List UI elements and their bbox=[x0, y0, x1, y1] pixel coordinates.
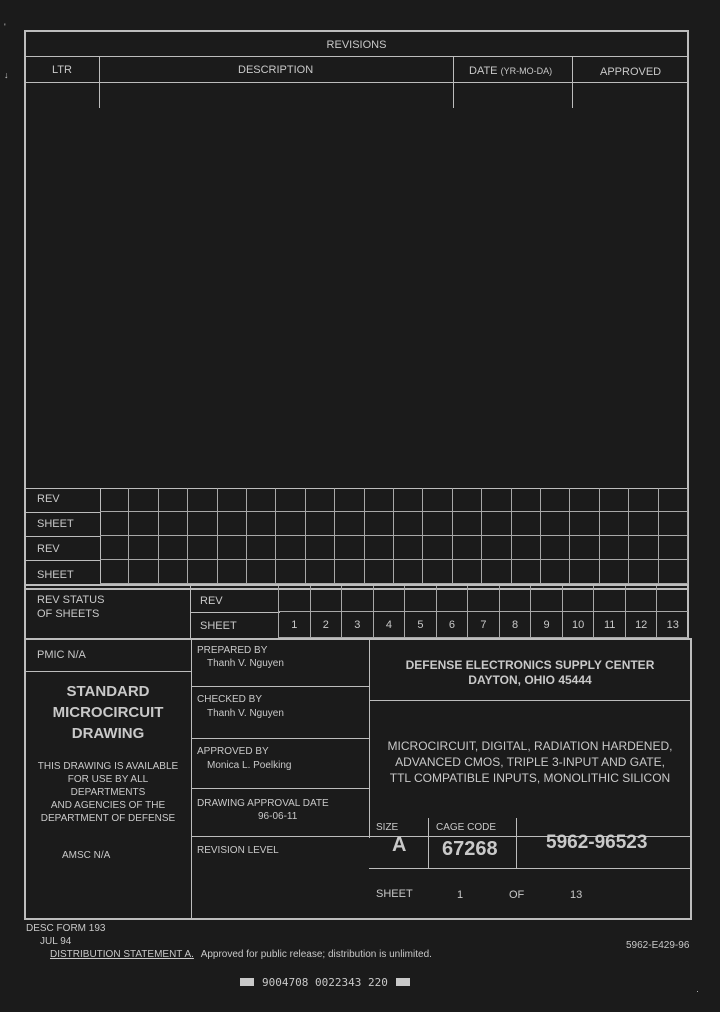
rev-grid-cell bbox=[306, 560, 335, 584]
rev-grid-cell bbox=[570, 536, 599, 560]
rev-grid-cell bbox=[512, 488, 541, 512]
rev-grid-cell bbox=[100, 488, 129, 512]
rev-grid-cell bbox=[482, 488, 511, 512]
rev-grid-cell bbox=[100, 536, 129, 560]
rev-grid-cell bbox=[218, 560, 247, 584]
smd-title: STANDARD MICROCIRCUIT DRAWING bbox=[52, 683, 164, 742]
rev-grid-cell bbox=[218, 512, 247, 536]
rev-status-grid bbox=[278, 586, 688, 638]
approval-date-label: DRAWING APPROVAL DATE bbox=[197, 798, 329, 809]
checked-by-name: Thanh V. Nguyen bbox=[207, 708, 284, 719]
rev-grid-cell bbox=[394, 488, 423, 512]
cage-code-label: CAGE CODE bbox=[436, 822, 497, 833]
rev-grid-cell bbox=[453, 536, 482, 560]
rev-grid-cell bbox=[570, 512, 599, 536]
margin-mark: ↓ bbox=[4, 70, 9, 80]
prepared-by-name: Thanh V. Nguyen bbox=[207, 658, 284, 669]
rev-grid-cell bbox=[512, 560, 541, 584]
rev-grid-cell bbox=[600, 488, 629, 512]
rev-grid-cell bbox=[659, 536, 688, 560]
rev-grid-cell bbox=[159, 536, 188, 560]
rev-grid-cell bbox=[453, 560, 482, 584]
mark-bar bbox=[396, 978, 410, 986]
rev-grid-cell bbox=[247, 512, 276, 536]
rev-grid-cell bbox=[600, 560, 629, 584]
sheet-total: 13 bbox=[570, 889, 583, 901]
rev-grid-cell bbox=[512, 536, 541, 560]
barcode-block bbox=[240, 974, 410, 990]
margin-mark: · bbox=[696, 986, 699, 996]
rev-status-sheet-cell: 3 bbox=[341, 612, 373, 638]
pmic-label: PMIC N/A bbox=[37, 649, 86, 661]
rev-grid-cell bbox=[188, 560, 217, 584]
rev-grid-cell bbox=[306, 488, 335, 512]
sheet-row-label: SHEET bbox=[37, 518, 74, 530]
rev-grid-cell bbox=[570, 488, 599, 512]
rev-status-sheet-cell: 4 bbox=[373, 612, 405, 638]
size-value: A bbox=[392, 834, 407, 856]
rev-status-rev-cell bbox=[341, 586, 373, 612]
rev-grid-cell bbox=[335, 536, 364, 560]
rev-grid-cell bbox=[394, 560, 423, 584]
rev-grid-cell bbox=[541, 560, 570, 584]
document-reference: 5962-E429-96 bbox=[626, 940, 690, 951]
sheet-row-label: SHEET bbox=[37, 569, 74, 581]
form-number: DESC FORM 193 bbox=[26, 923, 106, 934]
rev-grid-cell bbox=[100, 512, 129, 536]
drawing-description: MICROCIRCUIT, DIGITAL, RADIATION HARDENED, ADVANCED CMOS, TRIPLE 3-INPUT AND GATE, TTL COMPATIBLE INPUTS, MONOLITHIC SILICON bbox=[387, 739, 673, 785]
rev-status-sheet-cell: 2 bbox=[310, 612, 342, 638]
rev-grid-cell bbox=[423, 536, 452, 560]
mark-bar bbox=[240, 978, 254, 986]
rev-grid-cell bbox=[188, 536, 217, 560]
rev-row-label: REV bbox=[37, 543, 60, 555]
rev-grid-cell bbox=[423, 512, 452, 536]
rev-grid-cell bbox=[365, 512, 394, 536]
rev-grid-cell bbox=[129, 512, 158, 536]
rev-grid-cell bbox=[423, 560, 452, 584]
rev-status-sheet-cell: 6 bbox=[436, 612, 468, 638]
rev-status-rev: REV bbox=[200, 595, 223, 607]
rev-grid-cell bbox=[159, 560, 188, 584]
sheet-of-label: OF bbox=[509, 889, 525, 901]
amsc-label: AMSC N/A bbox=[62, 850, 111, 861]
col-description: DESCRIPTION bbox=[238, 64, 314, 76]
size-label: SIZE bbox=[376, 822, 399, 833]
barcode-text: 9004708 0022343 220 bbox=[262, 975, 388, 989]
rev-grid-cell bbox=[218, 488, 247, 512]
rev-grid-cell bbox=[629, 512, 658, 536]
col-ltr: LTR bbox=[52, 64, 72, 76]
rev-grid-cell bbox=[129, 560, 158, 584]
rev-grid-cell bbox=[482, 512, 511, 536]
rev-grid-cell bbox=[129, 488, 158, 512]
rev-status-rev-cell bbox=[373, 586, 405, 612]
rev-grid-cell bbox=[629, 560, 658, 584]
form-date: JUL 94 bbox=[40, 936, 72, 947]
rev-grid-cell bbox=[365, 488, 394, 512]
rev-grid-cell bbox=[247, 536, 276, 560]
distribution-statement: DISTRIBUTION STATEMENT A. Approved for public release; distribution is unlimited. bbox=[50, 949, 432, 960]
rev-grid-cell bbox=[659, 488, 688, 512]
rev-status-label: OF SHEETS bbox=[37, 608, 100, 620]
availability-text: THIS DRAWING IS AVAILABLE FOR USE BY ALL DEPARTMENTS AND AGENCIES OF THE DEPARTMENT OF DEFENSE bbox=[37, 761, 179, 824]
rev-status-rev-cell bbox=[310, 586, 342, 612]
rev-status-sheet-cell: 8 bbox=[499, 612, 531, 638]
drawing-number: 5962-96523 bbox=[546, 832, 648, 853]
rev-grid-cell bbox=[335, 560, 364, 584]
rev-status-rev-cell bbox=[404, 586, 436, 612]
rev-grid-cell bbox=[159, 488, 188, 512]
rev-grid-cell bbox=[512, 512, 541, 536]
rev-grid-cell bbox=[335, 512, 364, 536]
col-approved: APPROVED bbox=[600, 66, 662, 78]
rev-grid-cell bbox=[188, 488, 217, 512]
rev-grid-cell bbox=[600, 536, 629, 560]
rev-grid-cell bbox=[600, 512, 629, 536]
checked-by-label: CHECKED BY bbox=[197, 694, 263, 705]
rev-row-label: REV bbox=[37, 493, 60, 505]
rev-grid-cell bbox=[306, 512, 335, 536]
rev-grid-cell bbox=[453, 512, 482, 536]
rev-grid-cell bbox=[218, 536, 247, 560]
rev-status-sheet-cell: 10 bbox=[562, 612, 594, 638]
col-date: DATE (YR-MO-DA) bbox=[469, 65, 553, 77]
rev-grid-cell bbox=[541, 536, 570, 560]
rev-status-rev-cell bbox=[562, 586, 594, 612]
rev-sheet-grid bbox=[100, 488, 688, 584]
approved-by-label: APPROVED BY bbox=[197, 746, 269, 757]
sheet-label: SHEET bbox=[376, 888, 413, 900]
rev-status-rev-cell bbox=[467, 586, 499, 612]
rev-grid-cell bbox=[276, 560, 305, 584]
rev-grid-cell bbox=[629, 536, 658, 560]
rev-grid-cell bbox=[423, 488, 452, 512]
rev-grid-cell bbox=[159, 512, 188, 536]
rev-status-label: REV STATUS bbox=[37, 594, 105, 606]
rev-status-rev-cell bbox=[278, 586, 310, 612]
rev-grid-cell bbox=[247, 488, 276, 512]
rev-grid-cell bbox=[335, 488, 364, 512]
prepared-by-label: PREPARED BY bbox=[197, 645, 268, 656]
rev-grid-cell bbox=[365, 560, 394, 584]
rev-status-sheet-cell: 1 bbox=[278, 612, 310, 638]
rev-status-sheet-cell: 5 bbox=[404, 612, 436, 638]
rev-status-sheet-cell: 12 bbox=[625, 612, 657, 638]
rev-grid-cell bbox=[306, 536, 335, 560]
rev-grid-cell bbox=[629, 488, 658, 512]
rev-status-sheet-cell: 13 bbox=[656, 612, 688, 638]
rev-status-sheet: SHEET bbox=[200, 620, 237, 632]
rev-grid-cell bbox=[394, 536, 423, 560]
rev-status-rev-cell bbox=[593, 586, 625, 612]
rev-grid-cell bbox=[659, 560, 688, 584]
rev-grid-cell bbox=[276, 512, 305, 536]
rev-status-rev-cell bbox=[656, 586, 688, 612]
rev-grid-cell bbox=[482, 536, 511, 560]
rev-grid-cell bbox=[482, 560, 511, 584]
rev-grid-cell bbox=[276, 488, 305, 512]
rev-grid-cell bbox=[365, 536, 394, 560]
sheet-number: 1 bbox=[457, 889, 464, 901]
rev-grid-cell bbox=[541, 488, 570, 512]
rev-status-rev-cell bbox=[530, 586, 562, 612]
rev-grid-cell bbox=[188, 512, 217, 536]
rev-grid-cell bbox=[659, 512, 688, 536]
rev-status-rev-cell bbox=[499, 586, 531, 612]
approval-date-value: 96-06-11 bbox=[258, 811, 298, 822]
rev-status-sheet-cell: 9 bbox=[530, 612, 562, 638]
rev-status-rev-cell bbox=[625, 586, 657, 612]
rev-grid-cell bbox=[129, 536, 158, 560]
margin-mark: ' bbox=[4, 22, 6, 32]
rev-grid-cell bbox=[247, 560, 276, 584]
rev-grid-cell bbox=[276, 536, 305, 560]
approved-by-name: Monica L. Poelking bbox=[207, 760, 292, 771]
rev-grid-cell bbox=[100, 560, 129, 584]
rev-status-sheet-cell: 7 bbox=[467, 612, 499, 638]
rev-status-rev-cell bbox=[436, 586, 468, 612]
cage-code-value: 67268 bbox=[442, 838, 498, 860]
rev-grid-cell bbox=[570, 560, 599, 584]
rev-grid-cell bbox=[453, 488, 482, 512]
agency-name: DEFENSE ELECTRONICS SUPPLY CENTER DAYTON, OHIO 45444 bbox=[405, 658, 655, 687]
revisions-title: REVISIONS bbox=[326, 39, 387, 51]
revision-level-label: REVISION LEVEL bbox=[197, 845, 279, 856]
rev-grid-cell bbox=[394, 512, 423, 536]
rev-status-sheet-cell: 11 bbox=[593, 612, 625, 638]
rev-grid-cell bbox=[541, 512, 570, 536]
